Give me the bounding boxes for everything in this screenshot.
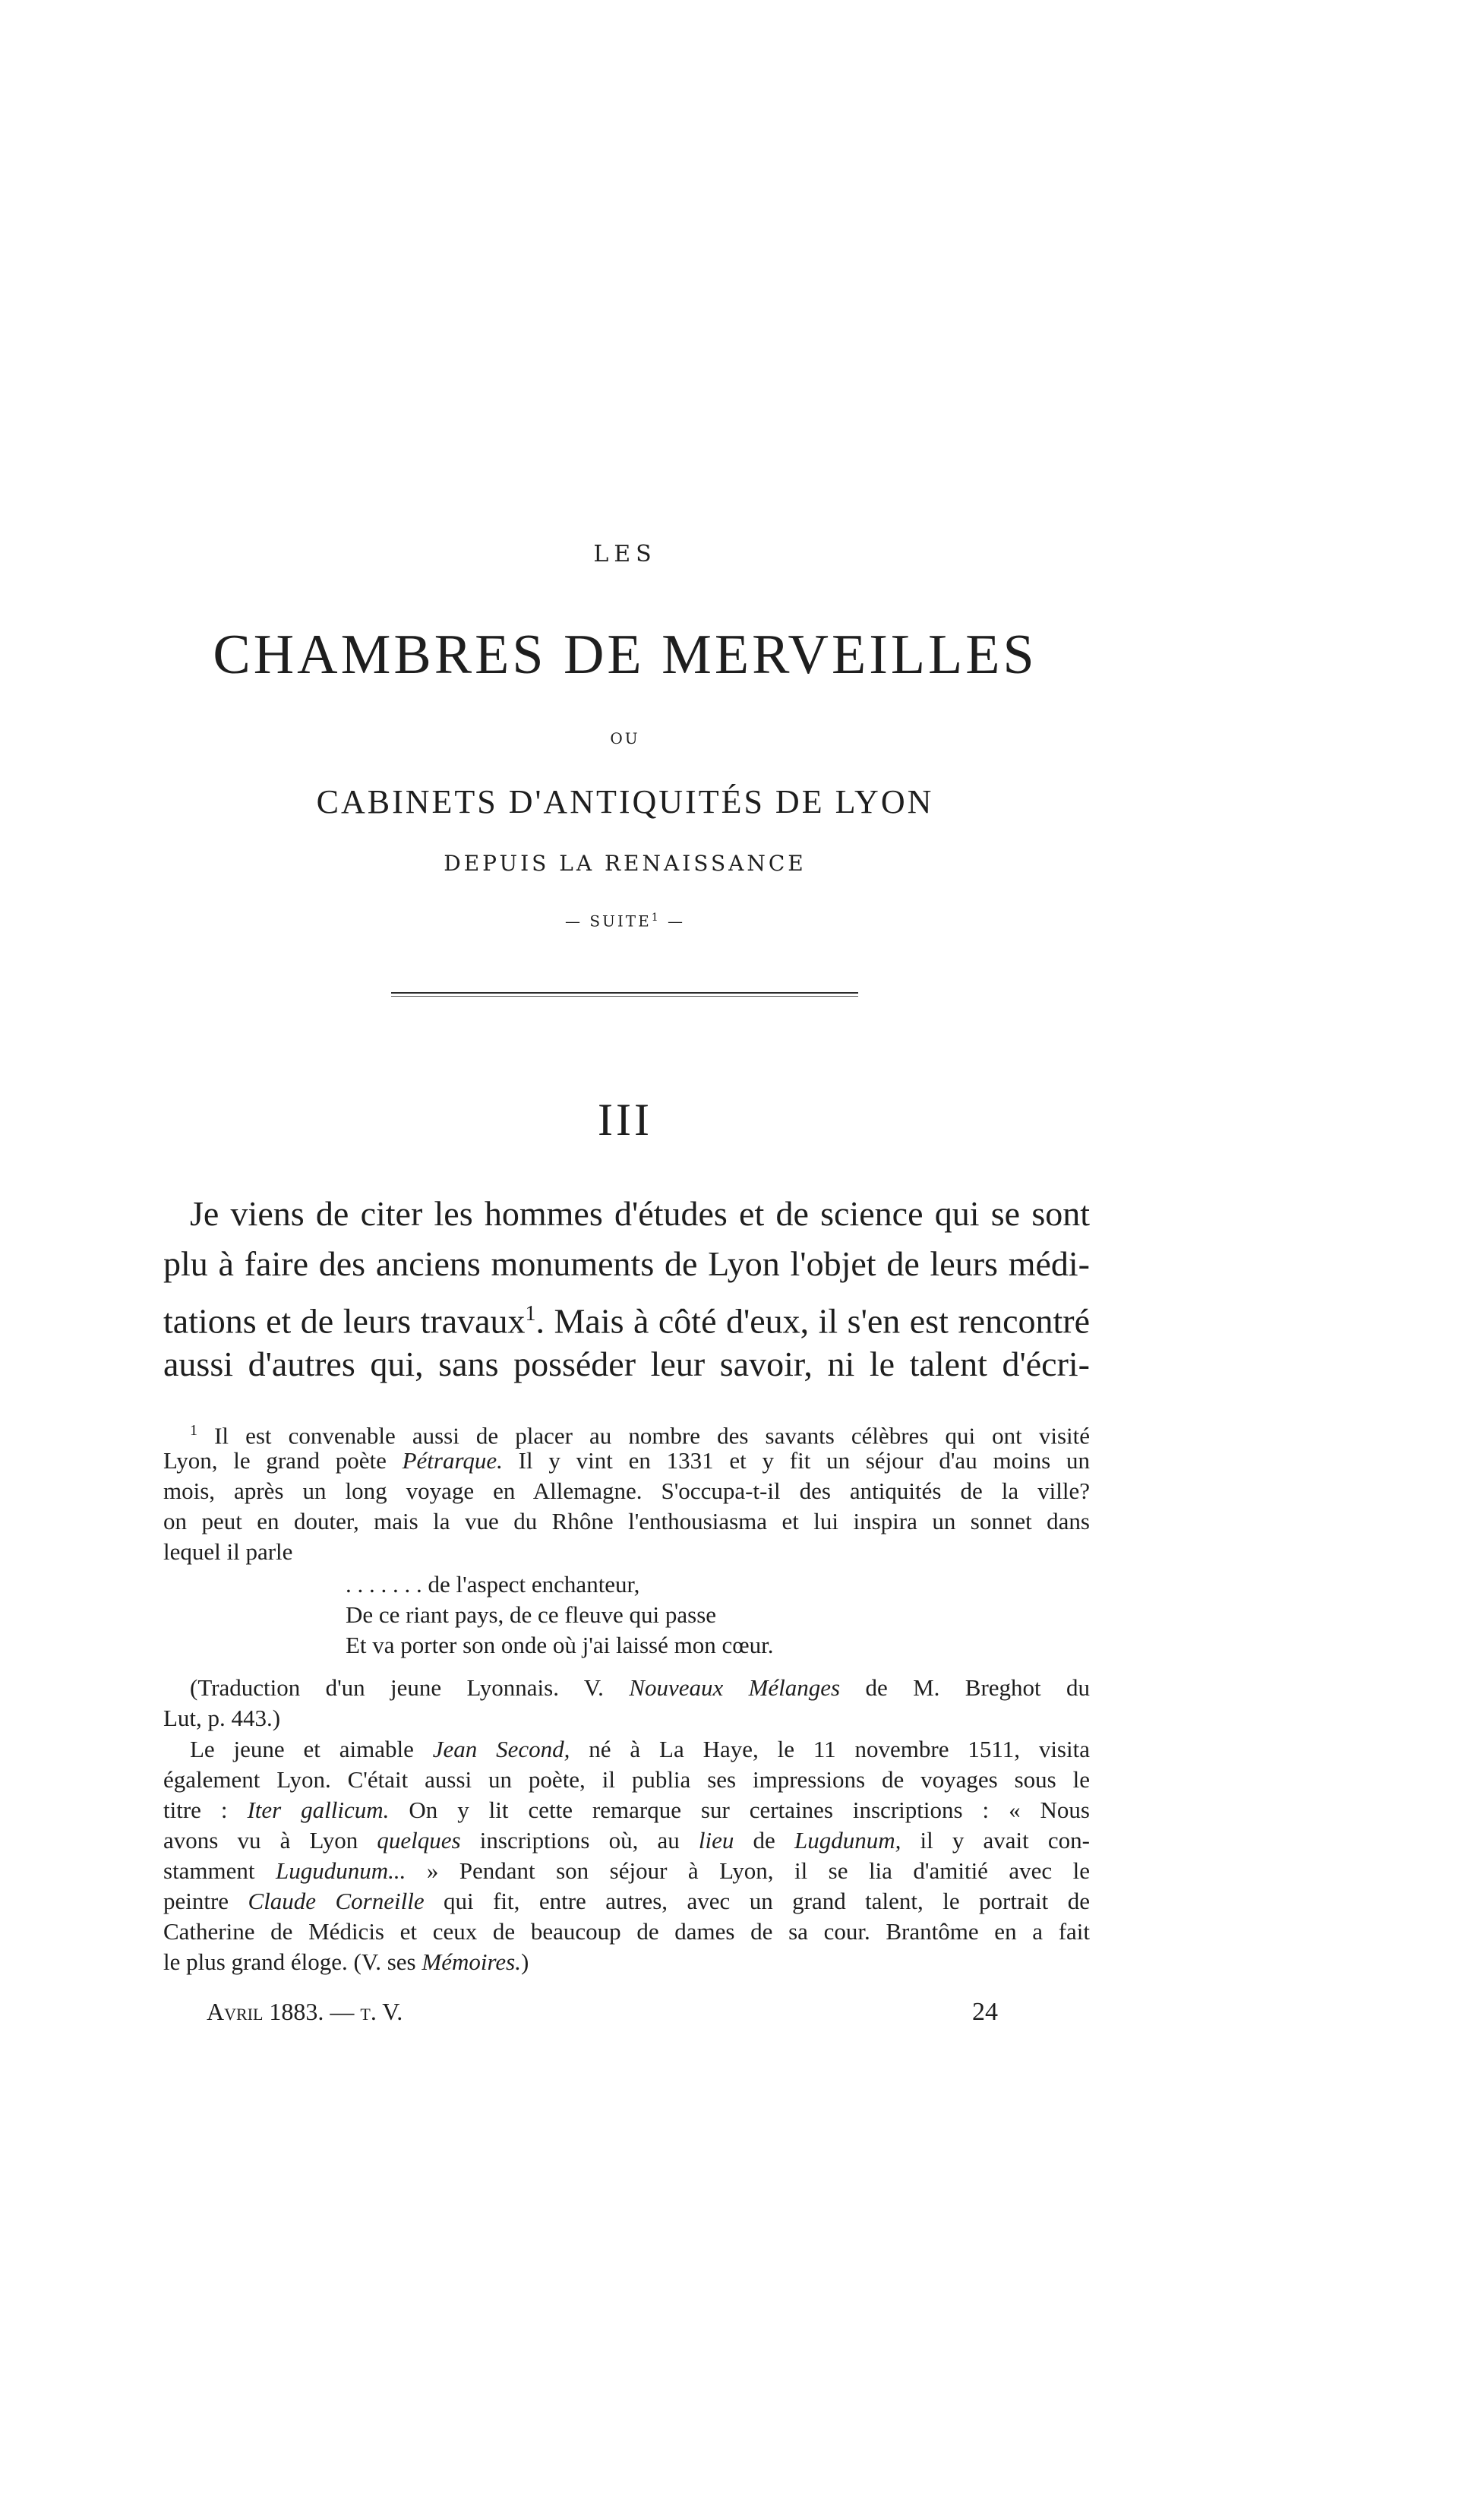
footnote-text: avons vu à Lyon — [163, 1827, 377, 1854]
footnote-italic: Iter gallicum. — [247, 1797, 390, 1823]
footnote-text: Lyon, le grand poète — [163, 1447, 403, 1474]
footnote-line — [163, 1795, 1090, 1825]
footnote-text: de M. Breghot du — [840, 1674, 1090, 1701]
footnote-italic: Mémoires. — [422, 1948, 521, 1975]
suite-note: 1 — [651, 912, 661, 924]
footnote-text: On y lit cette remarque sur certaines inscriptions : « Nous — [389, 1797, 1090, 1823]
chapter-number: III — [598, 1095, 652, 1145]
page-title: CHAMBRES DE MERVEILLES — [213, 624, 1037, 686]
body-line: Je viens de citer les hommes d'études et de science qui se sont — [190, 1194, 1090, 1233]
footnote-line — [163, 1947, 1090, 1977]
footnote-italic: quelques — [377, 1827, 461, 1854]
footnote-text: de — [734, 1827, 794, 1854]
footnote-text: titre : — [163, 1797, 248, 1823]
page-subtitle: CABINETS D'ANTIQUITÉS DE LYON — [316, 783, 934, 820]
footnote-italic: Lugudunum... — [276, 1857, 406, 1884]
footnote-text: ) — [520, 1948, 529, 1975]
footnote-line: mois, après un long voyage en Allemagne. S'occupa-t-il des antiquités de la ville? — [163, 1477, 1090, 1504]
footnote-italic: Jean Second, — [432, 1736, 570, 1762]
verse-line: Et va porter son onde où j'ai laissé mon cœur. — [346, 1632, 774, 1658]
heading-suite — [0, 912, 1250, 931]
heading-les: LES — [593, 541, 657, 567]
body-line: plu à faire des anciens monuments de Lyon l'objet de leurs médi- — [163, 1244, 1090, 1283]
footnote-line — [190, 1673, 1090, 1703]
footnote-italic: Nouveaux Mélanges — [629, 1674, 841, 1701]
footnote-text: né à La Haye, le 11 novembre 1511, visita — [570, 1736, 1090, 1762]
heading-ou: OU — [610, 729, 640, 747]
footnote-text: il y avait con- — [901, 1827, 1091, 1854]
footnote-text: Le jeune et aimable — [190, 1736, 433, 1762]
footnote-text: Il y vint en 1331 et y fit un séjour d'au moins un — [502, 1447, 1090, 1474]
footnote-ref: 1 — [525, 1302, 536, 1326]
footnote-line: lequel il parle — [163, 1538, 293, 1565]
footnote-text: inscriptions où, au — [460, 1827, 699, 1854]
footnote-line — [163, 1446, 1090, 1476]
footnote-line: également Lyon. C'était aussi un poète, il publia ses impressions de voyages sous le — [163, 1766, 1090, 1793]
footnote-text: le plus grand éloge. (V. ses — [163, 1948, 422, 1975]
footnote-line: Lut, p. 443.) — [163, 1705, 281, 1731]
footnote-line: on peut en douter, mais la vue du Rhône l'enthousiasma et lui inspira un sonnet dans — [163, 1508, 1090, 1534]
verse-line: . . . . . . . de l'aspect enchanteur, — [346, 1571, 640, 1598]
footnote-text: stamment — [163, 1857, 276, 1884]
footnote-italic: Pétrarque. — [402, 1447, 503, 1474]
footnote-marker: 1 — [190, 1422, 197, 1439]
footnote-italic: lieu — [698, 1827, 734, 1854]
title-rule-thin — [391, 996, 858, 997]
footnote-line — [190, 1734, 1090, 1765]
footnote-line — [163, 1825, 1090, 1856]
footnote-text: peintre — [163, 1888, 248, 1914]
footnote-italic: Claude Corneille — [248, 1888, 425, 1914]
footnote-text: (Traduction d'un jeune Lyonnais. V. — [190, 1674, 630, 1701]
body-text: . Mais à côté d'eux, il s'en est rencontré — [535, 1301, 1091, 1341]
body-line: aussi d'autres qui, sans posséder leur savoir, ni le talent d'écri- — [163, 1345, 1090, 1383]
verse-line: De ce riant pays, de ce fleuve qui passe — [346, 1601, 717, 1628]
suite-end: — — [660, 912, 686, 931]
footnote-line: Catherine de Médicis et ceux de beaucoup de dames de sa cour. Brantôme en a fait — [163, 1918, 1090, 1945]
body-text: tations et de leurs travaux — [163, 1301, 526, 1341]
body-line — [163, 1291, 1090, 1344]
footnote-text: qui fit, entre autres, avec un grand talent, le portrait de — [424, 1888, 1090, 1914]
footnote-line — [163, 1856, 1090, 1886]
footnote-text: » Pendant son séjour à Lyon, il se lia d'amitié avec le — [406, 1857, 1090, 1884]
page-number: 24 — [972, 1998, 998, 2026]
footnote-italic: Lugdunum, — [794, 1827, 901, 1854]
heading-depuis: DEPUIS LA RENAISSANCE — [444, 851, 807, 876]
footnote-line — [163, 1886, 1090, 1917]
footer-date: Avril 1883. — t. V. — [207, 1998, 403, 2025]
title-rule — [391, 992, 858, 994]
footnote-text: Il est convenable aussi de placer au nombre des savants célèbres qui ont visité — [197, 1422, 1090, 1449]
suite-label: — SUITE — [564, 912, 652, 931]
